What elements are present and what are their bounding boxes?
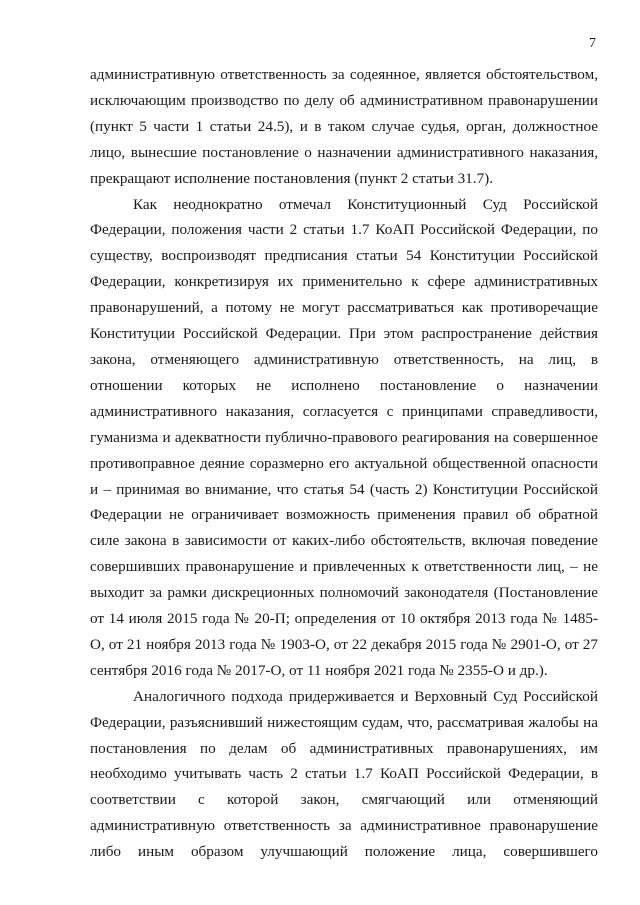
text-line: либо иным образом улучшающий положение лица, совершившего xyxy=(90,843,598,861)
text-line: Федерации, разъяснивший нижестоящим судам, что, рассматривая жалобы на xyxy=(90,713,598,731)
text-line: Федерации, конкретизируя их применительно к сфере административных xyxy=(90,273,598,291)
text-line: правонарушений, а потому не могут рассматриваться как противоречащие xyxy=(90,299,598,317)
text-line: Конституции Российской Федерации. При этом распространение действия xyxy=(90,325,598,343)
text-line: административную ответственность за административное правонарушение xyxy=(90,817,598,835)
text-line: противоправное деяние соразмерно его актуальной общественной опасности xyxy=(90,454,598,472)
paragraph-2 xyxy=(90,192,598,684)
text-line: Аналогичного подхода придерживается и Верховный Суд Российской xyxy=(133,687,598,705)
document-body xyxy=(90,62,598,865)
text-line: административную ответственность за содеянное, является обстоятельством, xyxy=(90,66,598,83)
text-line: от 14 июля 2015 года № 20-П; определения от 10 октября 2013 года № 1485- xyxy=(90,610,598,628)
text-line: Федерации не ограничивает возможность применения правил об обратной xyxy=(90,506,598,524)
text-line: и – принимая во внимание, что статья 54 (часть 2) Конституции Российской xyxy=(90,480,598,498)
paragraph-3 xyxy=(90,684,598,865)
text-line: (пункт 5 части 1 статьи 24.5), и в таком случае судья, орган, должностное xyxy=(90,117,598,135)
text-line: закона, отменяющего административную ответственность, на лиц, в xyxy=(90,350,598,368)
page-number: 7 xyxy=(589,36,596,51)
text-line: существу, воспроизводят предписания статьи 54 Конституции Российской xyxy=(90,247,598,265)
text-line: соответствии с которой закон, смягчающий или отменяющий xyxy=(90,791,598,809)
text-line: исключающим производство по делу об административном правонарушении xyxy=(90,91,598,109)
text-line: гуманизма и адекватности публично-правового реагирования на совершенное xyxy=(90,428,598,446)
text-line: отношении которых не исполнено постановление о назначении xyxy=(90,376,598,394)
text-line: Федерации, положения части 2 статьи 1.7 КоАП Российской Федерации, по xyxy=(90,221,598,239)
text-line: силе закона в зависимости от каких-либо обстоятельств, включая поведение xyxy=(90,532,598,550)
text-line: совершивших правонарушение и привлеченных к ответственности лиц, – не xyxy=(90,558,598,576)
text-line: постановления по делам об административных правонарушениях, им xyxy=(90,739,598,757)
text-line: выходит за рамки дискреционных полномочий законодателя (Постановление xyxy=(90,584,598,602)
text-line: лицо, вынесшие постановление о назначении административного наказания, xyxy=(90,143,598,161)
text-line: административного наказания, согласуется с принципами справедливости, xyxy=(90,402,598,420)
text-line: Как неоднократно отмечал Конституционный Суд Российской xyxy=(133,195,598,213)
paragraph-1 xyxy=(90,62,598,192)
text-line: прекращают исполнение постановления (пункт 2 статьи 31.7). xyxy=(90,169,494,187)
text-line: О, от 21 ноября 2013 года № 1903-О, от 22 декабря 2015 года № 2901-О, от 27 xyxy=(90,635,598,653)
text-line: необходимо учитывать часть 2 статьи 1.7 КоАП Российской Федерации, в xyxy=(90,765,598,783)
text-line: сентября 2016 года № 2017-О, от 11 ноября 2021 года № 2355-О и др.). xyxy=(90,661,548,679)
